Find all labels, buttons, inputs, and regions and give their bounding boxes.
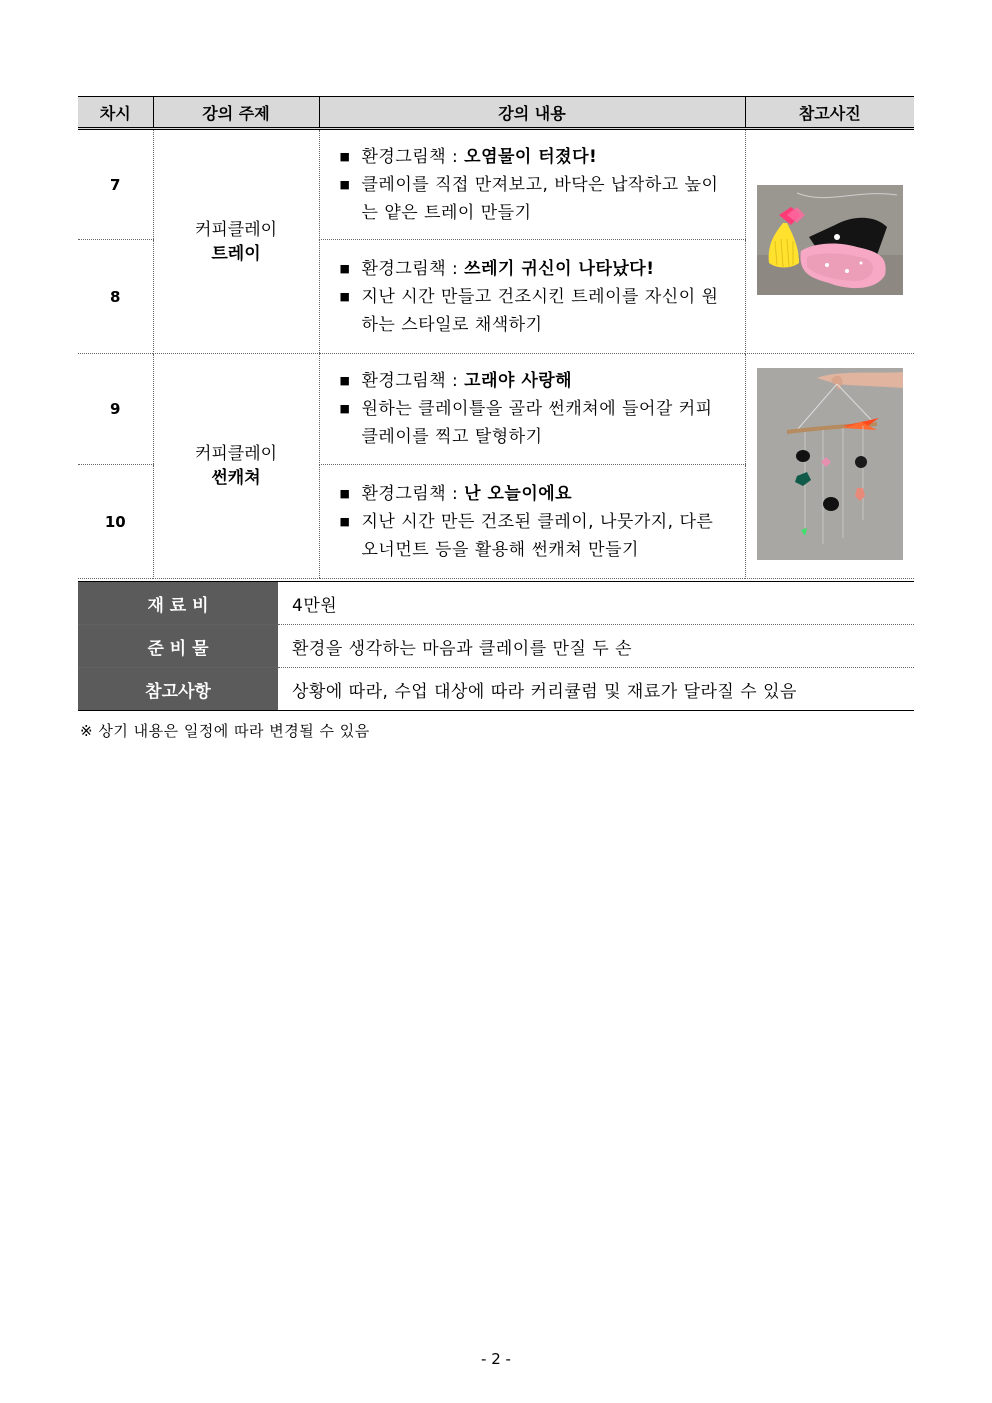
list-item: ■ 환경그림책 : 쓰레기 귀신이 나타났다!: [338, 255, 727, 283]
table-row: [78, 129, 914, 240]
col-header-content: 강의 내용: [319, 97, 745, 129]
picture-book-title: 오염물이 터졌다!: [464, 146, 598, 167]
content-cell: [319, 129, 745, 240]
materials-cost-label: 재 료 비: [78, 582, 278, 625]
table-row: [78, 582, 914, 625]
suncatcher-photo-image: [757, 368, 903, 560]
tray-photo-image: [757, 185, 903, 295]
footnote: ※ 상기 내용은 일정에 따라 변경될 수 있음: [80, 722, 370, 740]
reference-photo-suncatcher: [745, 354, 914, 579]
col-header-photo: 참고사진: [745, 97, 914, 129]
bullet-icon: ■: [339, 374, 351, 387]
bullet-icon: ■: [339, 149, 351, 163]
list-item: ■ 클레이를 직접 만져보고, 바닥은 납작하고 높이는 얕은 트레이 만들기: [338, 171, 727, 227]
col-header-session: 차시: [78, 97, 153, 129]
notes-value: 상황에 따라, 수업 대상에 따라 커리큘럼 및 재료가 달라질 수 있음: [278, 668, 914, 711]
topic-cell: [153, 354, 319, 579]
info-table: [78, 581, 914, 711]
picture-book-title: 난 오늘이에요: [464, 483, 573, 504]
topic-title: 트레이: [211, 243, 261, 264]
session-number: 10: [78, 465, 153, 579]
table-row: [78, 625, 914, 668]
materials-cost-value: 4만원: [278, 582, 914, 625]
page-number: - 2 -: [481, 1350, 511, 1368]
picture-book-title: 쓰레기 귀신이 나타났다!: [464, 258, 655, 279]
bullet-icon: ■: [339, 289, 351, 303]
session-number: 7: [78, 129, 153, 240]
bullet-icon: ■: [339, 486, 351, 500]
bullet-icon: ■: [339, 261, 351, 275]
table-row: [78, 668, 914, 711]
reference-photo-tray: [745, 129, 914, 354]
topic-title: 썬캐쳐: [211, 468, 261, 488]
bullet-icon: ■: [339, 402, 351, 415]
list-item: ■ 원하는 클레이틀을 골라 썬캐쳐에 들어갈 커피 클레이를 찍고 탈형하기: [338, 395, 727, 451]
topic-line: 커피클레이: [194, 219, 278, 240]
bullet-icon: ■: [339, 177, 351, 191]
session-number: 8: [78, 240, 153, 354]
preparation-value: 환경을 생각하는 마음과 클레이를 만질 두 손: [278, 625, 914, 668]
table-row: [78, 354, 914, 465]
preparation-label: 준 비 물: [78, 625, 278, 668]
list-item: ■ 환경그림책 : 고래야 사랑해: [338, 367, 727, 395]
list-item: ■ 지난 시간 만들고 건조시킨 트레이를 자신이 원하는 스타일로 채색하기: [338, 283, 727, 339]
list-item: ■ 환경그림책 : 난 오늘이에요: [338, 480, 727, 508]
topic-line: 커피클레이: [194, 444, 278, 464]
notes-label: 참고사항: [78, 668, 278, 711]
content-cell: [319, 465, 745, 579]
list-item: ■ 지난 시간 만든 건조된 클레이, 나뭇가지, 다른 오너먼트 등을 활용해 썬캐쳐 만들기: [338, 508, 727, 564]
content-cell: [319, 354, 745, 465]
picture-book-title: 고래야 사랑해: [464, 371, 573, 391]
list-item: ■ 환경그림책 : 오염물이 터졌다!: [338, 143, 727, 171]
content-cell: [319, 240, 745, 354]
topic-cell: [153, 129, 319, 354]
bullet-icon: ■: [339, 514, 351, 528]
session-number: 9: [78, 354, 153, 465]
curriculum-table: [78, 96, 914, 579]
col-header-topic: 강의 주제: [153, 97, 319, 129]
